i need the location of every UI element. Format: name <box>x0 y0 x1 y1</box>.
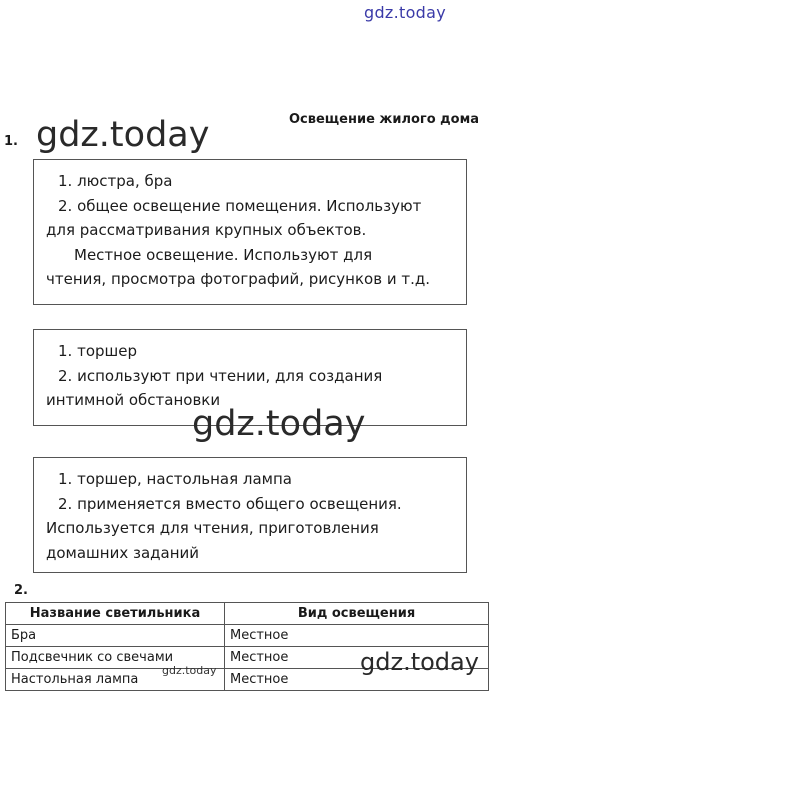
answer-line: 2. общее освещение помещения. Используют <box>58 196 422 215</box>
column-header: Название светильника <box>6 603 225 625</box>
page-title: Освещение жилого дома <box>289 112 479 127</box>
task-1-number: 1. <box>4 134 18 149</box>
answer-line: чтения, просмотра фотографий, рисунков и т.д. <box>46 270 430 288</box>
table-row <box>6 625 489 647</box>
answer-line: 1. люстра, бра <box>58 172 173 190</box>
answer-line: 2. используют при чтении, для создания <box>58 366 383 385</box>
answer-line: домашних заданий <box>46 543 200 562</box>
answer-line: Местное освещение. Используют для <box>74 245 373 264</box>
table-cell: Местное <box>225 647 489 669</box>
column-header: Вид освещения <box>225 603 489 625</box>
watermark-top: gdz.today <box>364 3 446 22</box>
watermark-small: gdz.today <box>162 664 217 677</box>
answer-box-1 <box>33 159 467 305</box>
answer-line: Используется для чтения, приготовления <box>46 519 379 537</box>
answer-line: 2. применяется вместо общего освещения. <box>58 494 402 513</box>
answer-box-3 <box>33 457 467 573</box>
table-cell: Подсвечник со свечами <box>6 647 225 669</box>
table-cell: Местное <box>225 625 489 647</box>
watermark-large: gdz.today <box>360 648 479 676</box>
answer-line: 1. торшер <box>58 342 137 360</box>
watermark-large: gdz.today <box>36 115 210 155</box>
table-header-row <box>6 603 489 625</box>
task-2-number: 2. <box>14 583 28 598</box>
table-cell: Местное <box>225 669 489 691</box>
lighting-table <box>5 602 489 691</box>
answer-line: для рассматривания крупных объектов. <box>46 221 367 239</box>
answer-line: 1. торшер, настольная лампа <box>58 470 293 488</box>
table-cell: Настольная лампа <box>6 669 225 691</box>
answer-line: интимной обстановки <box>46 391 221 409</box>
table-cell: Бра <box>6 625 225 647</box>
watermark-large: gdz.today <box>192 404 366 444</box>
